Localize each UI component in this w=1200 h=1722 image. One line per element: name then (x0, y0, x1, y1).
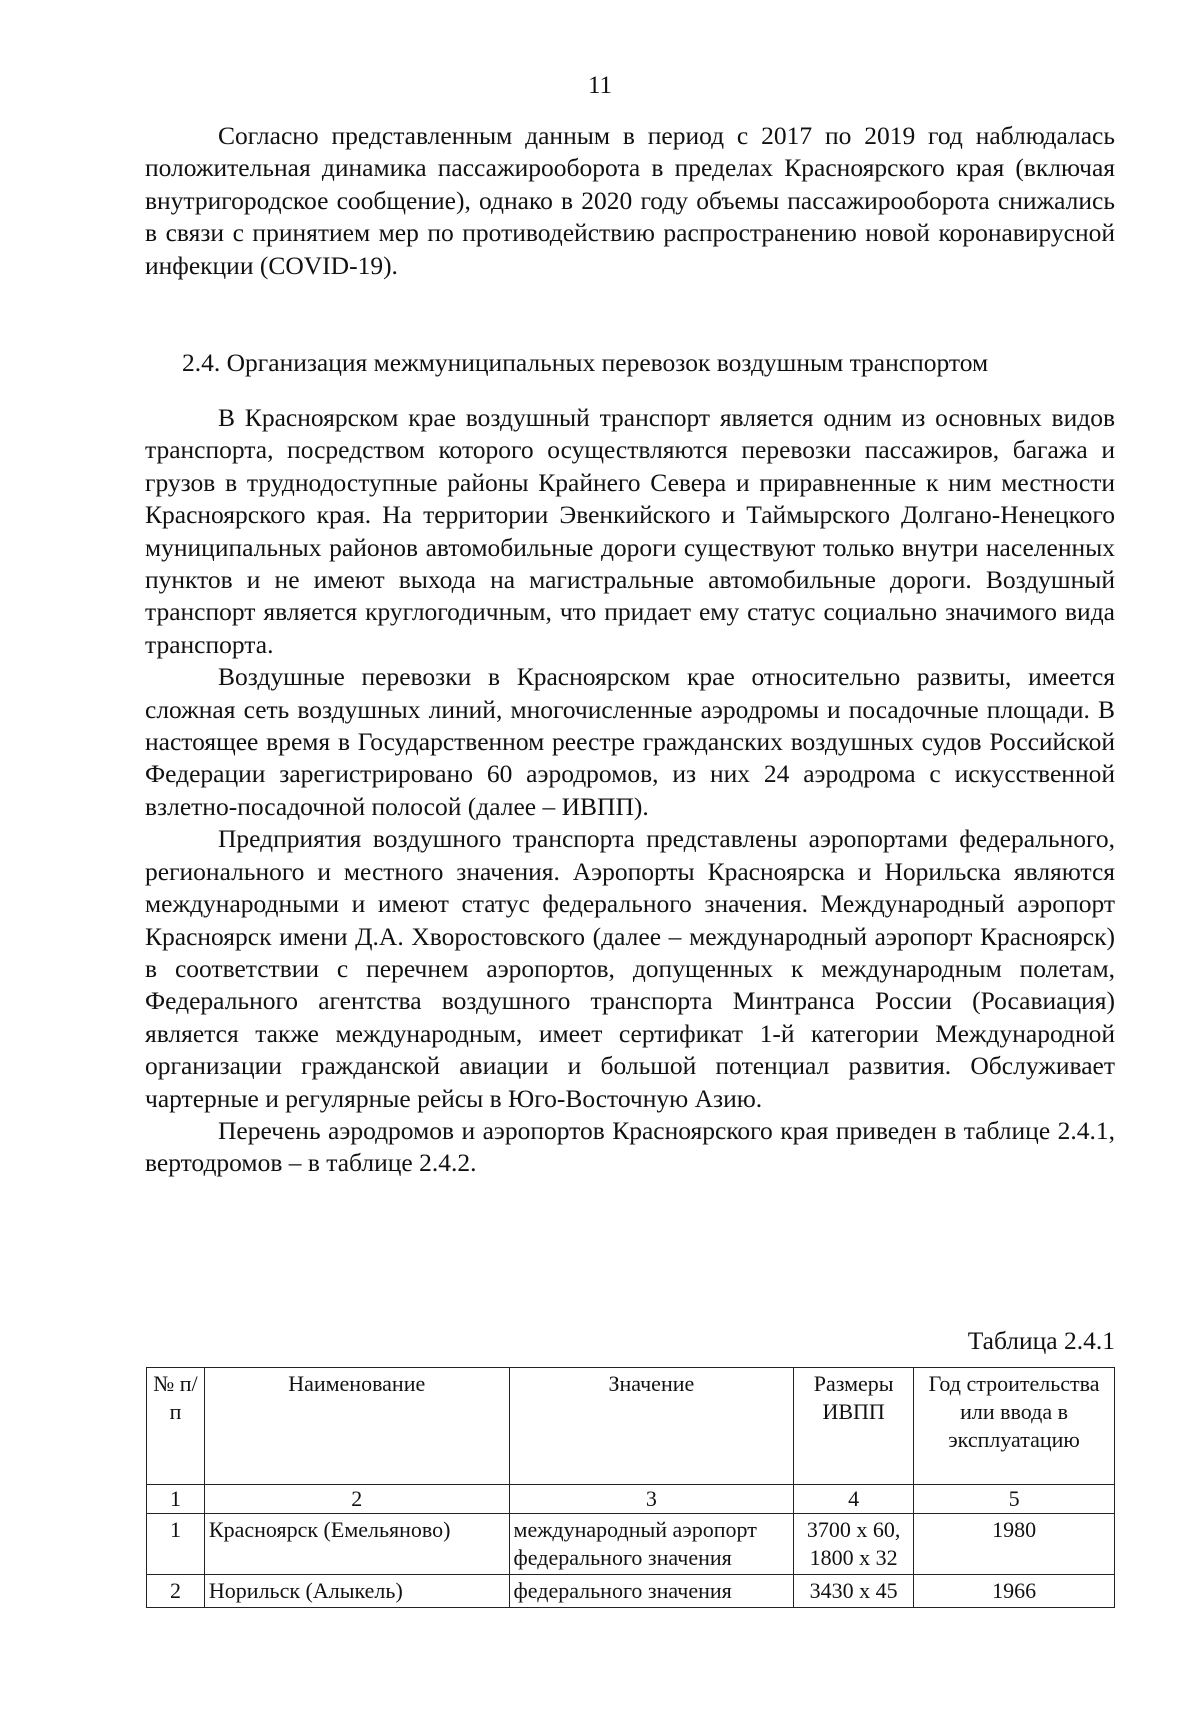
column-number: 4 (794, 1485, 914, 1514)
header-significance: Значение (509, 1368, 794, 1485)
column-number: 1 (147, 1485, 205, 1514)
cell-significance: федерального значения (509, 1575, 794, 1608)
paragraph-passenger-turnover: Согласно представленным данным в период с 2017 по 2019 год наблюдалась положительная динамика пассажирооборота в пределах Красноярского края (включая внутригородское сообщение), однако в 2020 году объемы пассажирооборота снижались в связи с принятием мер по противодействию распространению новой коронавирусной инфекции (COVID-19). (145, 121, 1115, 280)
cell-number: 2 (147, 1575, 205, 1608)
header-runway-size: Размеры ИВПП (794, 1368, 914, 1485)
header-year: Год строительства или ввода в эксплуатацию (914, 1368, 1115, 1485)
cell-significance: международный аэропорт федерального значения (509, 1514, 794, 1575)
airports-table (146, 1367, 1115, 1608)
page-number: 11 (587, 72, 613, 99)
cell-name: Норильск (Алыкель) (204, 1575, 509, 1608)
header-number: № п/п (147, 1368, 205, 1485)
column-number: 5 (914, 1485, 1115, 1514)
cell-year: 1966 (914, 1575, 1115, 1608)
paragraph-air-network: Воздушные перевозки в Красноярском крае относительно развиты, имеется сложная сеть воздушных линий, многочисленные аэродромы и посадочные площади. В настоящее время в Государственном реестре гражданских воздушных судов Российской Федерации зарегистрировано 60 аэродромов, из них 24 аэродрома с искусственной взлетно-посадочной полосой (далее – ИВПП). (145, 662, 1115, 821)
header-name: Наименование (204, 1368, 509, 1485)
cell-number: 1 (147, 1514, 205, 1575)
table-caption: Таблица 2.4.1 (967, 1326, 1115, 1355)
cell-runway-size: 3430 x 45 (794, 1575, 914, 1608)
column-number: 3 (509, 1485, 794, 1514)
cell-year: 1980 (914, 1514, 1115, 1575)
paragraph-table-reference: Перечень аэродромов и аэропортов Красноярского края приведен в таблице 2.4.1, вертодромов – в таблице 2.4.2. (145, 1115, 1115, 1178)
section-heading: 2.4. Организация межмуниципальных перевозок воздушным транспортом (182, 348, 989, 377)
cell-runway-size: 3700 x 60, 1800 x 32 (794, 1514, 914, 1575)
paragraph-air-transport-role: В Красноярском крае воздушный транспорт является одним из основных видов транспорта, посредством которого осуществляются перевозки пассажиров, багажа и грузов в труднодоступные районы Крайнего Севера и приравненные к ним местности Красноярского края. На территории Эвенкийского и Таймырского Долгано-Ненецкого муниципальных районов автомобильные дороги существуют только внутри населенных пунктов и не имеют выхода на магистральные автомобильные дороги. Воздушный транспорт является круглогодичным, что придает ему статус социально значимого вида транспорта. (145, 403, 1115, 659)
column-number: 2 (204, 1485, 509, 1514)
column-number-row (147, 1485, 1115, 1514)
cell-name: Красноярск (Емельяново) (204, 1514, 509, 1575)
table-row (147, 1575, 1115, 1608)
table-row (147, 1514, 1115, 1575)
paragraph-airport-enterprises: Предприятия воздушного транспорта представлены аэропортами федерального, регионального и местного значения. Аэропорты Красноярска и Норильска являются международными и имеют статус федерального значения. Международный аэропорт Красноярск имени Д.А. Хворостовского (далее – международный аэропорт Красноярск) в соответствии с перечнем аэропортов, допущенных к международным полетам, Федерального агентства воздушного транспорта Минтранса России (Росавиация) является также международным, имеет сертификат 1-й категории Международной организации гражданской авиации и большой потенциал развития. Обслуживает чартерные и регулярные рейсы в Юго-Восточную Азию. (145, 824, 1115, 1113)
section-body (145, 402, 1115, 1180)
table-header-row (147, 1368, 1115, 1485)
